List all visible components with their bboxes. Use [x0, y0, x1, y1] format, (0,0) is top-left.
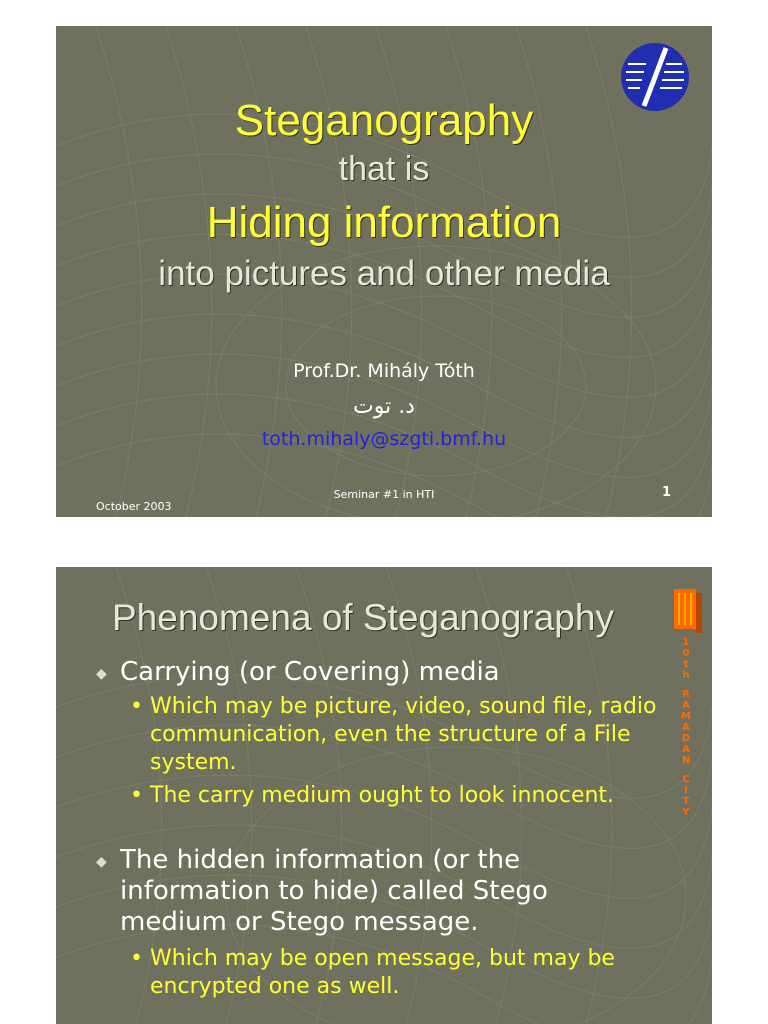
dot-bullet-icon: •	[130, 694, 143, 719]
author-email-link[interactable]: toth.mihaly@szgti.bmf.hu	[261, 428, 507, 450]
bullet-item	[96, 657, 660, 688]
title-slide	[56, 26, 712, 517]
sub-bullet-item	[130, 945, 690, 1001]
svg-text:N: N	[681, 755, 691, 766]
slide-title-secondary: Hiding information	[206, 198, 562, 247]
svg-text:T: T	[682, 796, 690, 807]
svg-text:h: h	[682, 670, 690, 681]
dot-bullet-icon: •	[130, 783, 143, 808]
sub-bullet-text: Which may be picture, video, sound file, radio communication, even the structure of a File system.	[150, 694, 657, 775]
author-name: Prof.Dr. Mihály Tóth	[293, 360, 475, 382]
svg-text:A: A	[682, 722, 690, 733]
slide-title: Steganography	[234, 96, 534, 145]
svg-text:C: C	[682, 774, 690, 785]
slide-footer: Seminar #1 in HTI	[333, 488, 435, 501]
slide-date: October 2003	[96, 500, 172, 513]
svg-text:R: R	[682, 689, 690, 700]
bullet-item	[96, 845, 660, 938]
diamond-bullet-icon: ◆	[96, 666, 107, 682]
svg-text:I: I	[684, 785, 688, 796]
sub-bullet-item	[130, 693, 690, 777]
svg-text:A: A	[682, 700, 690, 711]
sub-bullet-text: Which may be open message, but may be encrypted one as well.	[150, 946, 615, 999]
svg-text:A: A	[682, 744, 690, 755]
svg-text:M: M	[681, 711, 691, 722]
dot-bullet-icon: •	[130, 946, 143, 971]
svg-text:0: 0	[682, 648, 690, 659]
svg-text:Y: Y	[682, 807, 690, 815]
author-name-arabic: د. توت	[353, 394, 415, 419]
bullet-text: Carrying (or Covering) media	[120, 657, 500, 687]
svg-text:D: D	[681, 733, 691, 744]
bullet-text: The hidden information (or the information to hide) called Stego medium or Stego message.	[120, 845, 548, 937]
content-slide	[56, 567, 712, 1024]
diamond-bullet-icon: ◆	[96, 854, 107, 870]
sub-bullet-item	[130, 782, 690, 810]
svg-text:t: t	[683, 659, 689, 670]
slide-title: Phenomena of Steganography	[112, 597, 614, 638]
sub-bullet-text: The carry medium ought to look innocent.	[150, 783, 615, 808]
slide-page-number: 1	[662, 485, 672, 500]
svg-text:1: 1	[682, 637, 690, 648]
slide-subtitle-connector: that is	[338, 150, 430, 188]
slide-subtitle: into pictures and other media	[158, 254, 610, 293]
